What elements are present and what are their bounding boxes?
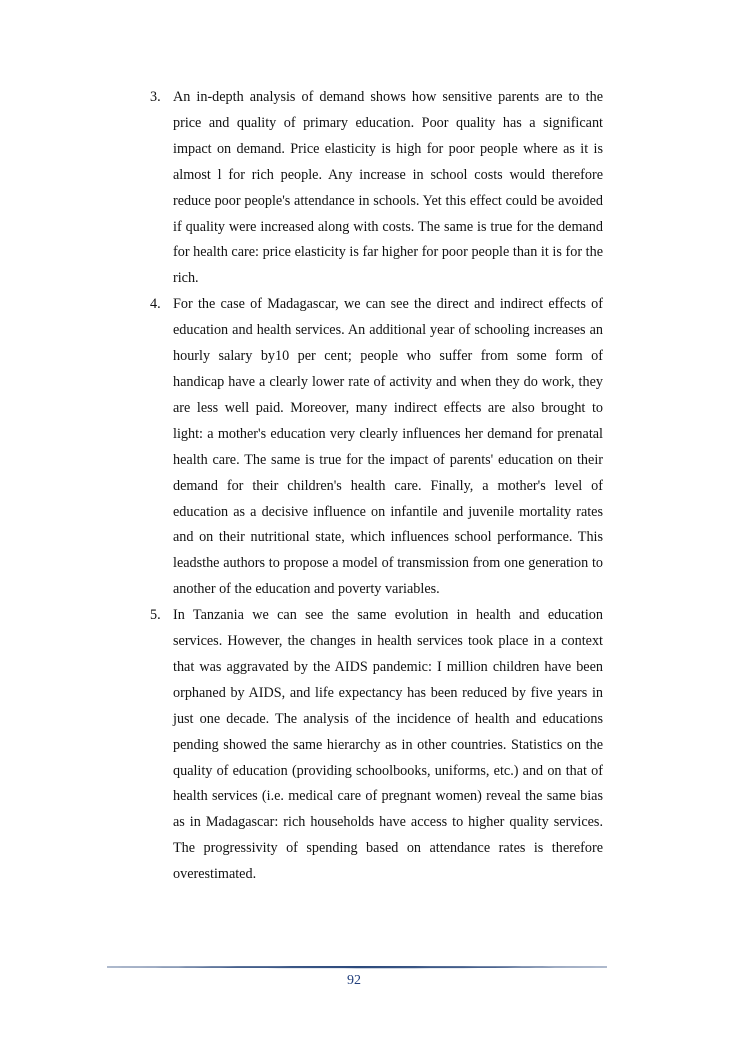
list-item [148,292,603,603]
document-body [148,85,603,888]
item-text: For the case of Madagascar, we can see the direct and indirect effects of education and health services. An additional year of schooling increases an hourly salary by10 per cent; people who suffer from some form of handicap have a clearly lower rate of activity and when they do work, they are less well paid. Moreover, many indirect effects are also brought to light: a mother's education very clearly influences her demand for prenatal health care. The same is true for the impact of parents' education on their demand for their children's health care. Finally, a mother's level of education as a decisive influence on infantile and juvenile mortality rates and on their nutritional state, which influences school performance. This leadsthe authors to propose a model of transmission from one generation to another of the education and poverty variables. [173,296,603,598]
footer-rule [107,964,607,970]
item-number: 3. [150,89,161,105]
list-item [148,85,603,292]
item-number: 5. [150,607,161,624]
list-item [148,603,603,888]
item-text: In Tanzania we can see the same evolution in health and education services. However, the changes in health services took place in a context that was aggravated by the AIDS pandemic: I million children have been orphaned by AIDS, and life expectancy has been reduced by five years in just one decade. The analysis of the incidence of health and educations pending showed the same hierarchy as in other countries. Statistics on the quality of education (providing schoolbooks, uniforms, etc.) and on that of health services (i.e. medical care of pregnant women) reveal the same bias as in Madagascar: rich households have access to higher quality services. The progressivity of spending based on attendance rates is therefore overestimated. [173,607,603,883]
item-text: An in-depth analysis of demand shows how sensitive parents are to the price and quality of primary education. Poor quality has a significant impact on demand. Price elasticity is high for poor people where as it is almost l for rich people. Any increase in school costs would therefore reduce poor people's attendance in schools. Yet this effect could be avoided if quality were increased along with costs. The same is true for the demand for health care: price elasticity is far higher for poor people than it is for the rich. [173,89,603,287]
item-number: 4. [150,296,161,313]
page-number: 92 [347,973,361,988]
numbered-list [148,85,603,888]
